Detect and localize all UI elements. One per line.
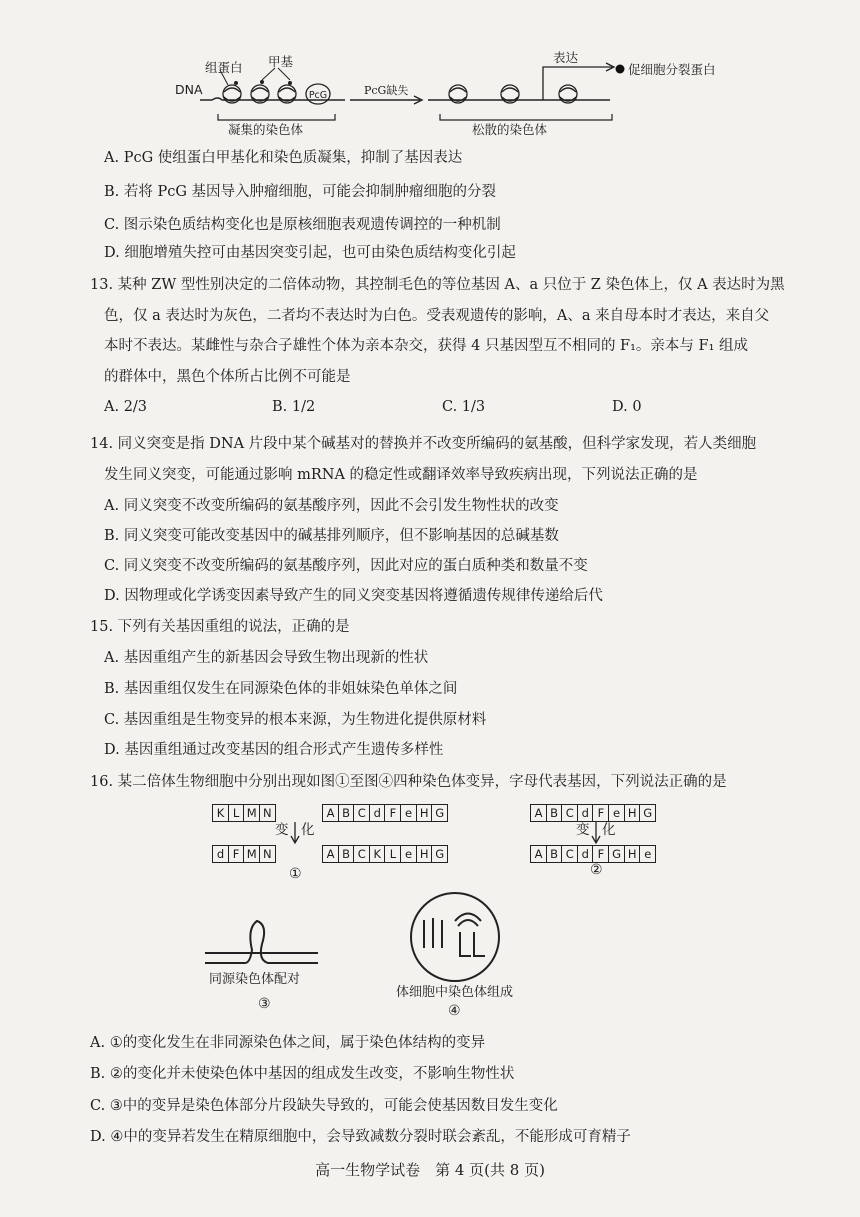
gene-box: C <box>561 804 578 822</box>
gene-box: B <box>546 845 563 863</box>
gene-box: C <box>353 804 370 822</box>
gene-box: G <box>608 845 625 863</box>
q14-line-2: 发生同义突变，可能通过影响 mRNA 的稳定性或翻译效率导致疾病出现，下列说法正确的是 <box>104 467 698 483</box>
gene-box: e <box>639 845 656 863</box>
q12-option-a: A. PcG 使组蛋白甲基化和染色质凝集，抑制了基因表达 <box>104 150 463 166</box>
gene-box: M <box>243 804 260 822</box>
gene-box: F <box>592 804 609 822</box>
gene-box: A <box>322 845 339 863</box>
gene-box: G <box>431 845 448 863</box>
q13-option-c: C. 1/3 <box>442 399 486 415</box>
gene-box: H <box>416 845 433 863</box>
q13-line-3: 本时不表达。某雌性与杂合子雄性个体为亲本杂交，获得 4 只基因型互不相同的 F₁。亲本与 F₁ 组成 <box>104 338 749 354</box>
gene-box: G <box>639 804 656 822</box>
gene-box: A <box>530 845 547 863</box>
label-methyl: 甲基 <box>268 54 294 69</box>
q14-option-a: A. 同义突变不改变所编码的氨基酸序列，因此不会引发生物性状的改变 <box>104 498 559 514</box>
q13-option-b: B. 1/2 <box>272 399 316 415</box>
gene-box: C <box>353 845 370 863</box>
label-product: 促细胞分裂蛋白 <box>628 62 716 77</box>
gene-box: B <box>546 804 563 822</box>
gene-box: N <box>259 804 276 822</box>
fig1-change-label-1: 变 <box>275 822 289 838</box>
q12-option-d: D. 细胞增殖失控可由基因突变引起，也可由染色质结构变化引起 <box>104 245 516 261</box>
q13-option-a: A. 2/3 <box>104 399 148 415</box>
label-loose: 松散的染色体 <box>472 122 548 137</box>
fig3-number: ③ <box>258 996 271 1012</box>
gene-box: H <box>416 804 433 822</box>
gene-box: d <box>577 845 594 863</box>
page-footer: 高一生物学试卷 第 4 页(共 8 页) <box>315 1161 545 1179</box>
gene-box: e <box>400 845 417 863</box>
gene-box: M <box>243 845 260 863</box>
q14-option-c: C. 同义突变不改变所编码的氨基酸序列，因此对应的蛋白质种类和数量不变 <box>104 558 588 574</box>
q16-option-a: A. ①的变化发生在非同源染色体之间，属于染色体结构的变异 <box>90 1035 486 1051</box>
q15-option-b: B. 基因重组仅发生在同源染色体的非姐妹染色单体之间 <box>104 681 458 697</box>
gene-box: d <box>369 804 386 822</box>
fig2-change-label-2: 化 <box>602 822 616 838</box>
q12-option-b: B. 若将 PcG 基因导入肿瘤细胞，可能会抑制肿瘤细胞的分裂 <box>104 184 497 200</box>
gene-box: H <box>624 804 641 822</box>
gene-box: N <box>259 845 276 863</box>
q13-line-2: 色，仅 a 表达时为灰色，二者均不表达时为白色。受表观遗传的影响，A、a 来自母本时才表达，来自父 <box>104 308 770 324</box>
gene-box: H <box>624 845 641 863</box>
q13-option-d: D. 0 <box>612 399 642 415</box>
q13-line-4: 的群体中，黑色个体所占比例不可能是 <box>104 369 351 385</box>
fig2-number: ② <box>590 862 603 878</box>
q15-option-a: A. 基因重组产生的新基因会导致生物出现新的性状 <box>104 650 429 666</box>
q16-option-b: B. ②的变化并未使染色体中基因的组成发生改变，不影响生物性状 <box>90 1066 515 1082</box>
label-dna: DNA <box>175 82 203 97</box>
gene-box: F <box>228 845 245 863</box>
q16-stem: 16. 某二倍体生物细胞中分别出现如图①至图④四种染色体变异，字母代表基因，下列说法正确的是 <box>90 774 727 790</box>
label-expression: 表达 <box>553 50 579 65</box>
fig3-caption: 同源染色体配对 <box>209 972 301 987</box>
q12-option-c: C. 图示染色质结构变化也是原核细胞表观遗传调控的一种机制 <box>104 217 501 233</box>
fig1-number: ① <box>289 866 302 882</box>
gene-box: G <box>431 804 448 822</box>
q14-line-1: 14. 同义突变是指 DNA 片段中某个碱基对的替换并不改变所编码的氨基酸，但科学家发现，若人类细胞 <box>90 436 757 452</box>
gene-box: B <box>338 804 355 822</box>
fig4-number: ④ <box>448 1003 461 1019</box>
fig1-change-label-2: 化 <box>301 822 315 838</box>
gene-box: A <box>530 804 547 822</box>
q13-line-1: 13. 某种 ZW 型性别决定的二倍体动物，其控制毛色的等位基因 A、a 只位于 Z 染色体上，仅 A 表达时为黑 <box>90 277 785 293</box>
q14-option-d: D. 因物理或化学诱变因素导致产生的同义突变基因将遵循遗传规律传递给后代 <box>104 588 603 604</box>
gene-box: F <box>592 845 609 863</box>
q14-option-b: B. 同义突变可能改变基因中的碱基排列顺序，但不影响基因的总碱基数 <box>104 528 559 544</box>
gene-box: L <box>228 804 245 822</box>
fig4-caption: 体细胞中染色体组成 <box>396 985 514 1000</box>
gene-box: A <box>322 804 339 822</box>
fig2-change-label-1: 变 <box>576 822 590 838</box>
gene-box: e <box>608 804 625 822</box>
label-histone: 组蛋白 <box>205 60 243 75</box>
q16-option-c: C. ③中的变异是染色体部分片段缺失导致的，可能会使基因数目发生变化 <box>90 1098 558 1114</box>
gene-box: d <box>577 804 594 822</box>
q15-option-c: C. 基因重组是生物变异的根本来源，为生物进化提供原材料 <box>104 712 487 728</box>
gene-box: K <box>369 845 386 863</box>
gene-box: K <box>212 804 229 822</box>
gene-box: d <box>212 845 229 863</box>
gene-box: F <box>384 804 401 822</box>
gene-box: C <box>561 845 578 863</box>
q15-option-d: D. 基因重组通过改变基因的组合形式产生遗传多样性 <box>104 742 444 758</box>
label-pcg-missing: PcG缺失 <box>364 84 409 97</box>
gene-box: e <box>400 804 417 822</box>
label-condensed: 凝集的染色体 <box>228 122 304 137</box>
q16-option-d: D. ④中的变异若发生在精原细胞中，会导致减数分裂时联会紊乱，不能形成可育精子 <box>90 1129 631 1145</box>
gene-box: B <box>338 845 355 863</box>
q15-stem: 15. 下列有关基因重组的说法，正确的是 <box>90 619 350 635</box>
gene-box: L <box>384 845 401 863</box>
pcg-protein-label: PcG <box>308 90 328 101</box>
